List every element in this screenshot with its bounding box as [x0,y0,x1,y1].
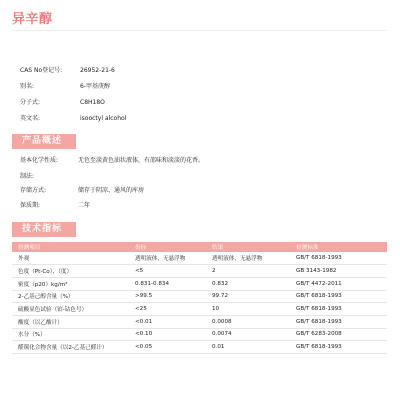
info-row-cas [20,67,115,75]
table-cell: 透明液体，无悬浮物 [129,252,206,265]
table-cell: GB/T 6818-1993 [290,341,387,354]
table-cell: GB/T 6818-1993 [290,290,387,303]
overview-label: 保质期: [20,202,41,209]
overview-label: 制法: [20,173,35,180]
overview-value: 二年 [78,202,91,209]
table-cell: 0.832 [206,277,290,290]
table-cell: 酸度（以乙酸计） [12,315,129,328]
table-cell: 色度（Pt-Co），（度） [12,265,129,278]
info-label: 分子式: [20,99,41,106]
title-divider [12,30,386,31]
table-row [12,252,387,265]
overview-value: 储存于阴凉、通风的库房 [78,187,145,194]
table-cell: 密度（p20）kg/m³ [12,277,129,290]
table-cell: 2 [206,265,290,278]
column-header: 检测项目 [12,242,129,252]
spec-table [12,242,387,354]
table-cell: 透明液体，无悬浮物 [206,252,290,265]
info-row-alias [20,83,110,91]
table-cell: >99.5 [129,290,206,303]
table-cell: GB 3143-1982 [290,265,387,278]
table-cell: 水分（%） [12,328,129,341]
table-cell: GB/T 6818-1993 [290,303,387,316]
table-row [12,277,387,290]
page-title: 异辛醇 [12,12,53,27]
spec-table-header [12,242,387,252]
info-label: CAS No登记号: [20,67,63,74]
overview-row-method [20,173,78,181]
table-cell: GB/T 6283-2008 [290,328,387,341]
overview-heading: 产品概述 [12,134,76,149]
table-cell: 99.72 [206,290,290,303]
table-cell: 0.0008 [206,315,290,328]
table-row [12,290,387,303]
table-cell: 0.831-0.834 [129,277,206,290]
overview-row-storage [20,187,144,195]
table-cell: 硫酸显色试验（铂-钴色号） [12,303,129,316]
table-cell: <25 [129,303,206,316]
info-row-english-name [20,115,126,123]
overview-value: 无色至淡黄色油状液体，有邵味和淡淡的花香。 [78,157,205,164]
overview-label: 基本化学性质: [20,157,59,164]
table-row [12,265,387,278]
info-value: 26952-21-6 [80,67,115,74]
specs-heading: 技术指标 [12,222,76,237]
info-value: C8H18O [80,99,105,106]
table-cell: 2-乙基己醇含量（%） [12,290,129,303]
table-cell: <0.10 [129,328,206,341]
table-cell: 醛羰化合物含量（以2-乙基己醛计） [12,341,129,354]
table-cell: 外观 [12,252,129,265]
table-cell: 0.0074 [206,328,290,341]
column-header: 检测标准 [290,242,387,252]
info-row-formula [20,99,105,107]
overview-label: 存储方式: [20,187,47,194]
overview-row-properties [20,157,204,165]
table-row [12,328,387,341]
table-cell: GB/T 4472-2011 [290,277,387,290]
table-cell: 0.01 [206,341,290,354]
table-cell: <5 [129,265,206,278]
table-cell: <0.01 [129,315,206,328]
table-row [12,315,387,328]
info-label: 别名: [20,83,35,90]
info-label: 英文名: [20,115,41,122]
table-cell: GB/T 6818-1993 [290,315,387,328]
column-header: 结果 [206,242,290,252]
table-row [12,341,387,354]
info-value: 6-甲基庚醇 [80,83,110,90]
column-header: 指标 [129,242,206,252]
table-row [12,303,387,316]
table-cell: <0.05 [129,341,206,354]
table-cell: GB/T 6818-1993 [290,252,387,265]
info-value: isooctyl alcohol [80,115,127,122]
table-cell: 10 [206,303,290,316]
overview-row-shelf-life [20,202,90,210]
